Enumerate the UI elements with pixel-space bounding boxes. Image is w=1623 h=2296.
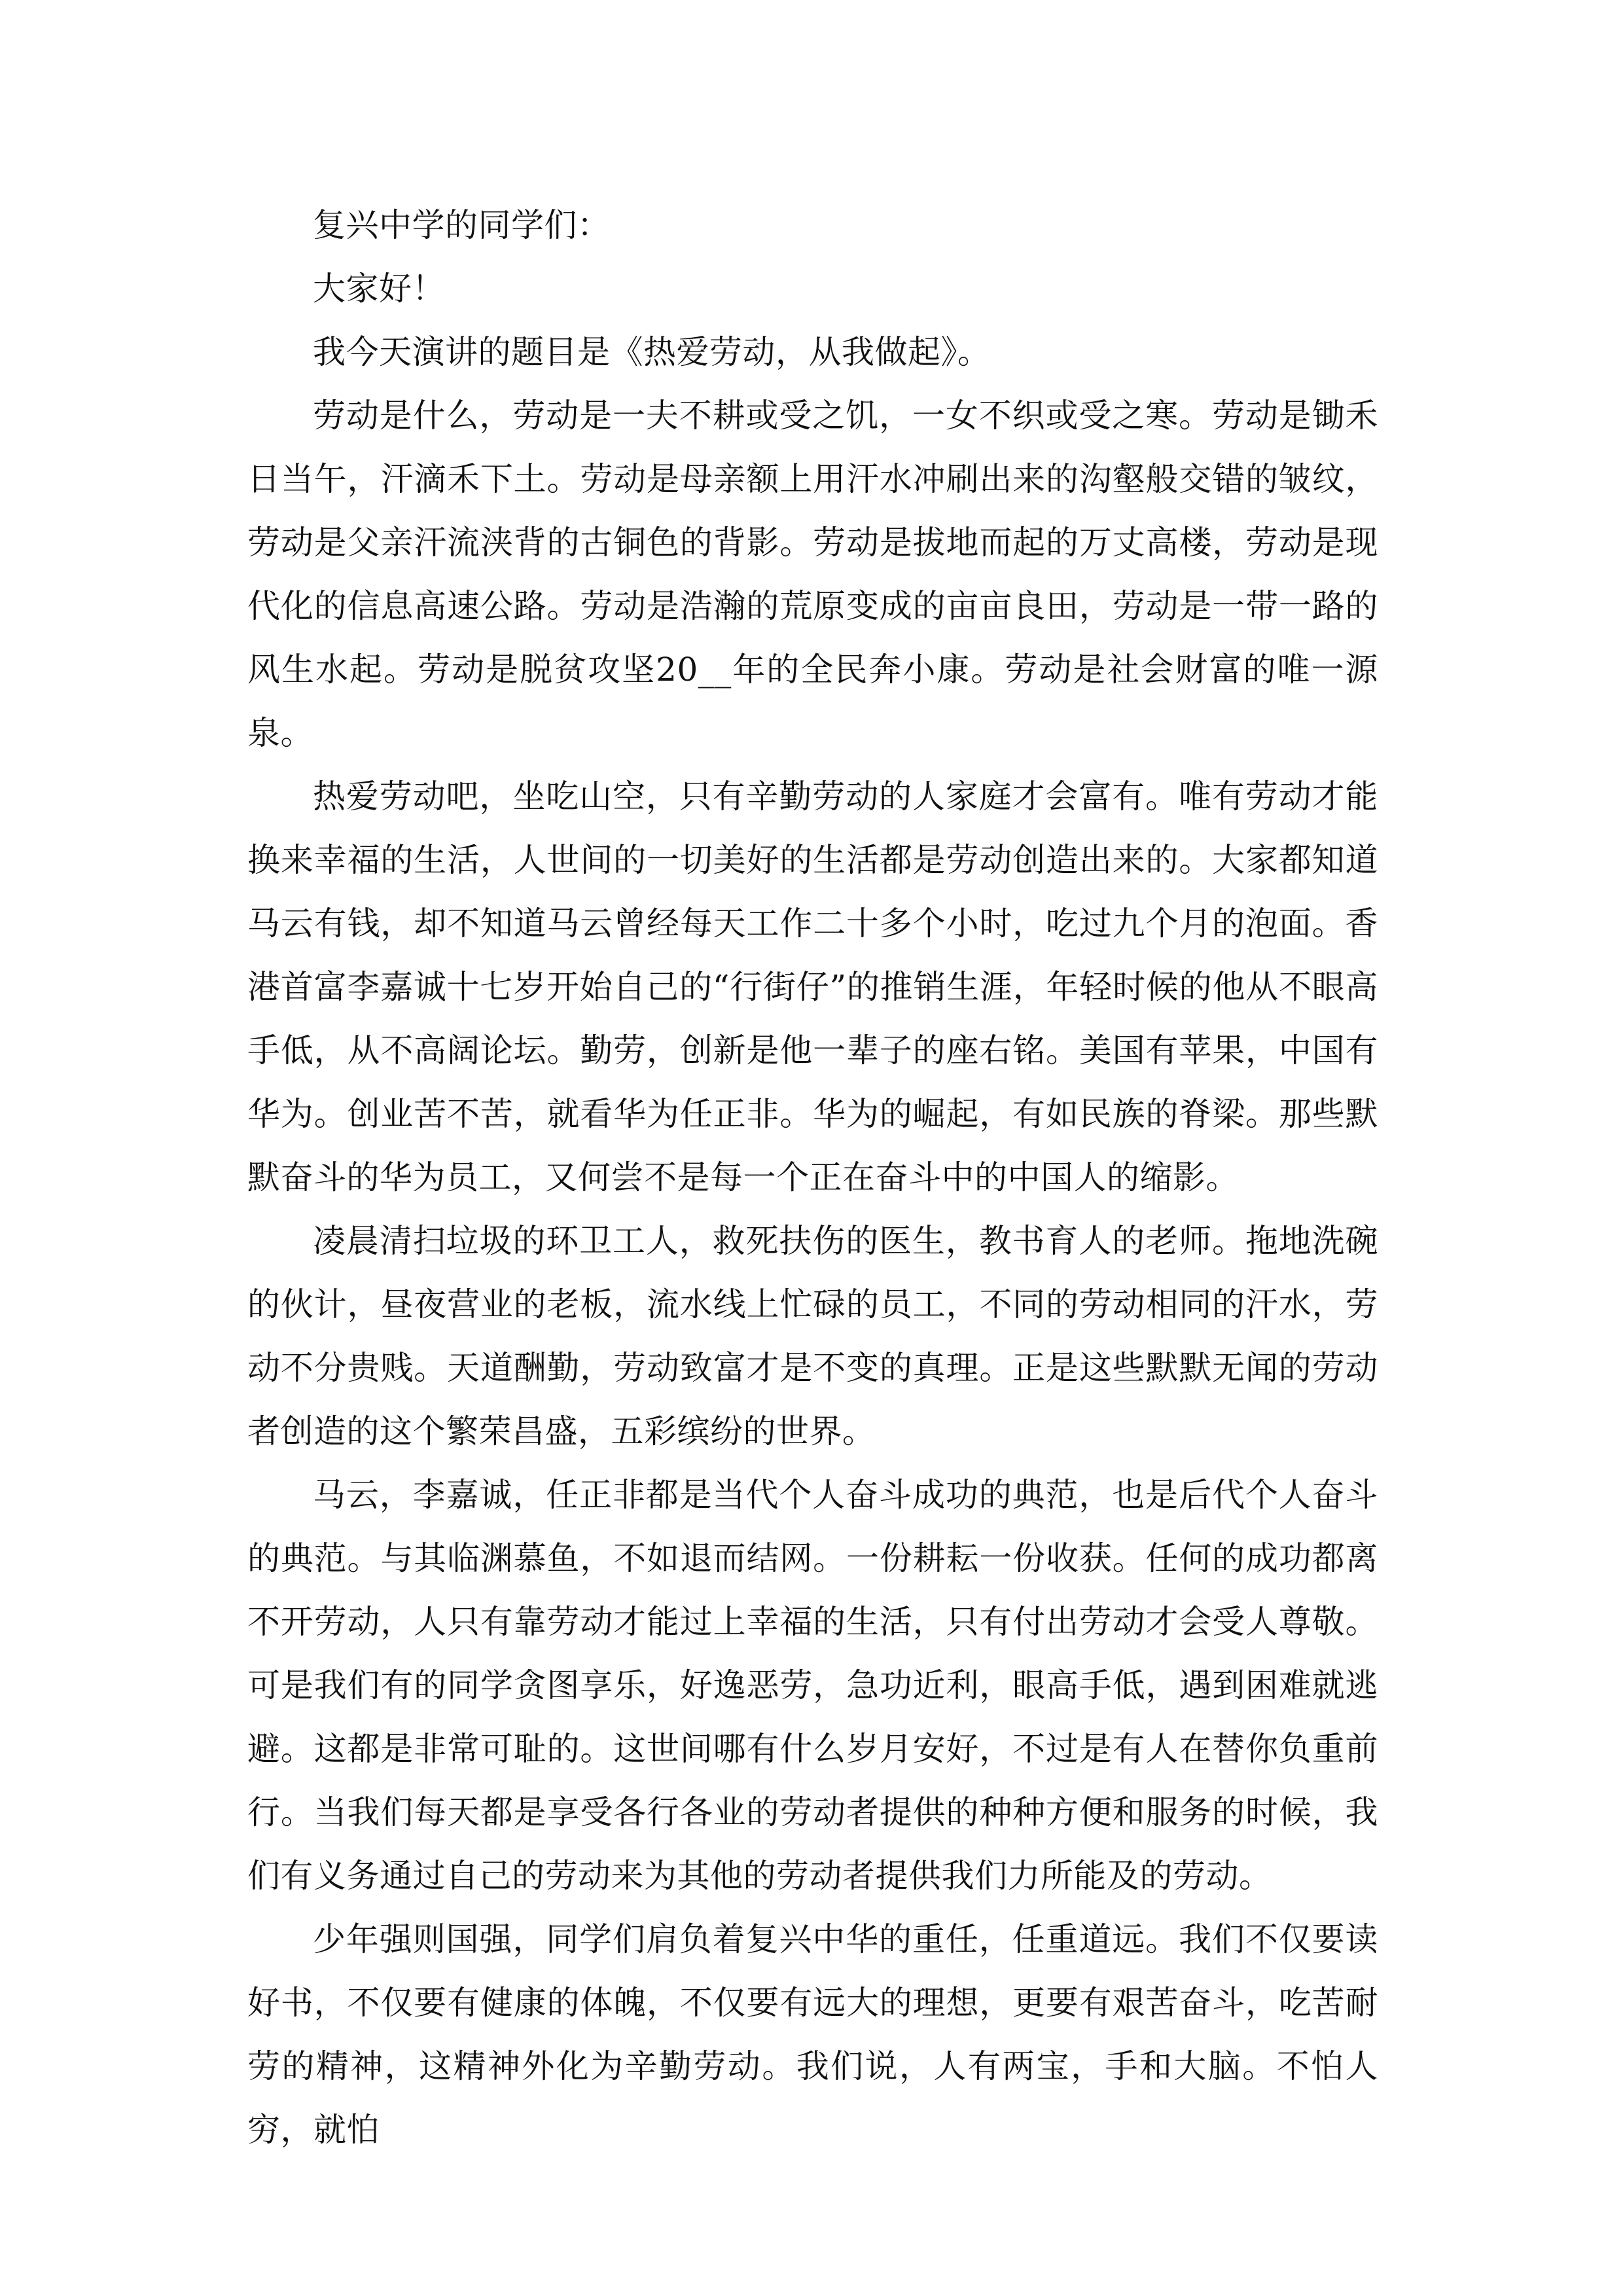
paragraph-youth: 少年强则国强，同学们肩负着复兴中华的重任，任重道远。我们不仅要读好书，不仅要有健康的体魄，不仅要有远大的理想，更要有艰苦奋斗，吃苦耐劳的精神，这精神外化为辛勤劳动。我们说，人有两宝，手和大脑。不怕人穷，就怕 bbox=[247, 1920, 1378, 2149]
paragraph-title-intro: 我今天演讲的题目是《热爱劳动，从我做起》。 bbox=[313, 333, 991, 371]
salutation: 复兴中学的同学们： bbox=[313, 206, 611, 244]
paragraph-role-models: 马云，李嘉诚，任正非都是当代个人奋斗成功的典范，也是后代个人奋斗的典范。与其临渊慕鱼，不如退而结网。一份耕耘一份收获。任何的成功都离不开劳动，人只有靠劳动才能过上幸福的生活，只有付出劳动才会受人尊敬。可是我们有的同学贪图享乐，好逸恶劳，急功近利，眼高手低，遇到困难就逃避。这都是非常可耻的。这世间哪有什么岁月安好，不过是有人在替你负重前行。当我们每天都是享受各行各业的劳动者提供的种种方便和服务的时候，我们有义务通过自己的劳动来为其他的劳动者提供我们力所能及的劳动。 bbox=[247, 1476, 1378, 1895]
paragraph-love-labor: 热爱劳动吧，坐吃山空，只有辛勤劳动的人家庭才会富有。唯有劳动才能换来幸福的生活，人世间的一切美好的生活都是劳动创造出来的。大家都知道马云有钱，却不知道马云曾经每天工作二十多个小时，吃过九个月的泡面。香港首富李嘉诚十七岁开始自己的“行街仔”的推销生涯，年轻时候的他从不眼高手低，从不高阔论坛。勤劳，创新是他一辈子的座右铭。美国有苹果，中国有华为。创业苦不苦，就看华为任正非。华为的崛起，有如民族的脊梁。那些默默奋斗的华为员工，又何尝不是每一个正在奋斗中的中国人的缩影。 bbox=[247, 778, 1378, 1196]
greeting: 大家好！ bbox=[313, 270, 445, 308]
paragraph-what-is-labor: 劳动是什么，劳动是一夫不耕或受之饥，一女不织或受之寒。劳动是锄禾日当午，汗滴禾下土。劳动是母亲额上用汗水冲刷出来的沟壑般交错的皱纹，劳动是父亲汗流浃背的古铜色的背影。劳动是拔地而起的万丈高楼，劳动是现代化的信息高速公路。劳动是浩瀚的荒原变成的亩亩良田，劳动是一带一路的风生水起。劳动是脱贫攻坚20__年的全民奔小康。劳动是社会财富的唯一源泉。 bbox=[247, 397, 1378, 752]
speech-body bbox=[247, 194, 1378, 2162]
paragraph-workers: 凌晨清扫垃圾的环卫工人，救死扶伤的医生，教书育人的老师。拖地洗碗的伙计，昼夜营业的老板，流水线上忙碌的员工，不同的劳动相同的汗水，劳动不分贵贱。天道酬勤，劳动致富才是不变的真理。正是这些默默无闻的劳动者创造的这个繁荣昌盛，五彩缤纷的世界。 bbox=[247, 1222, 1378, 1450]
